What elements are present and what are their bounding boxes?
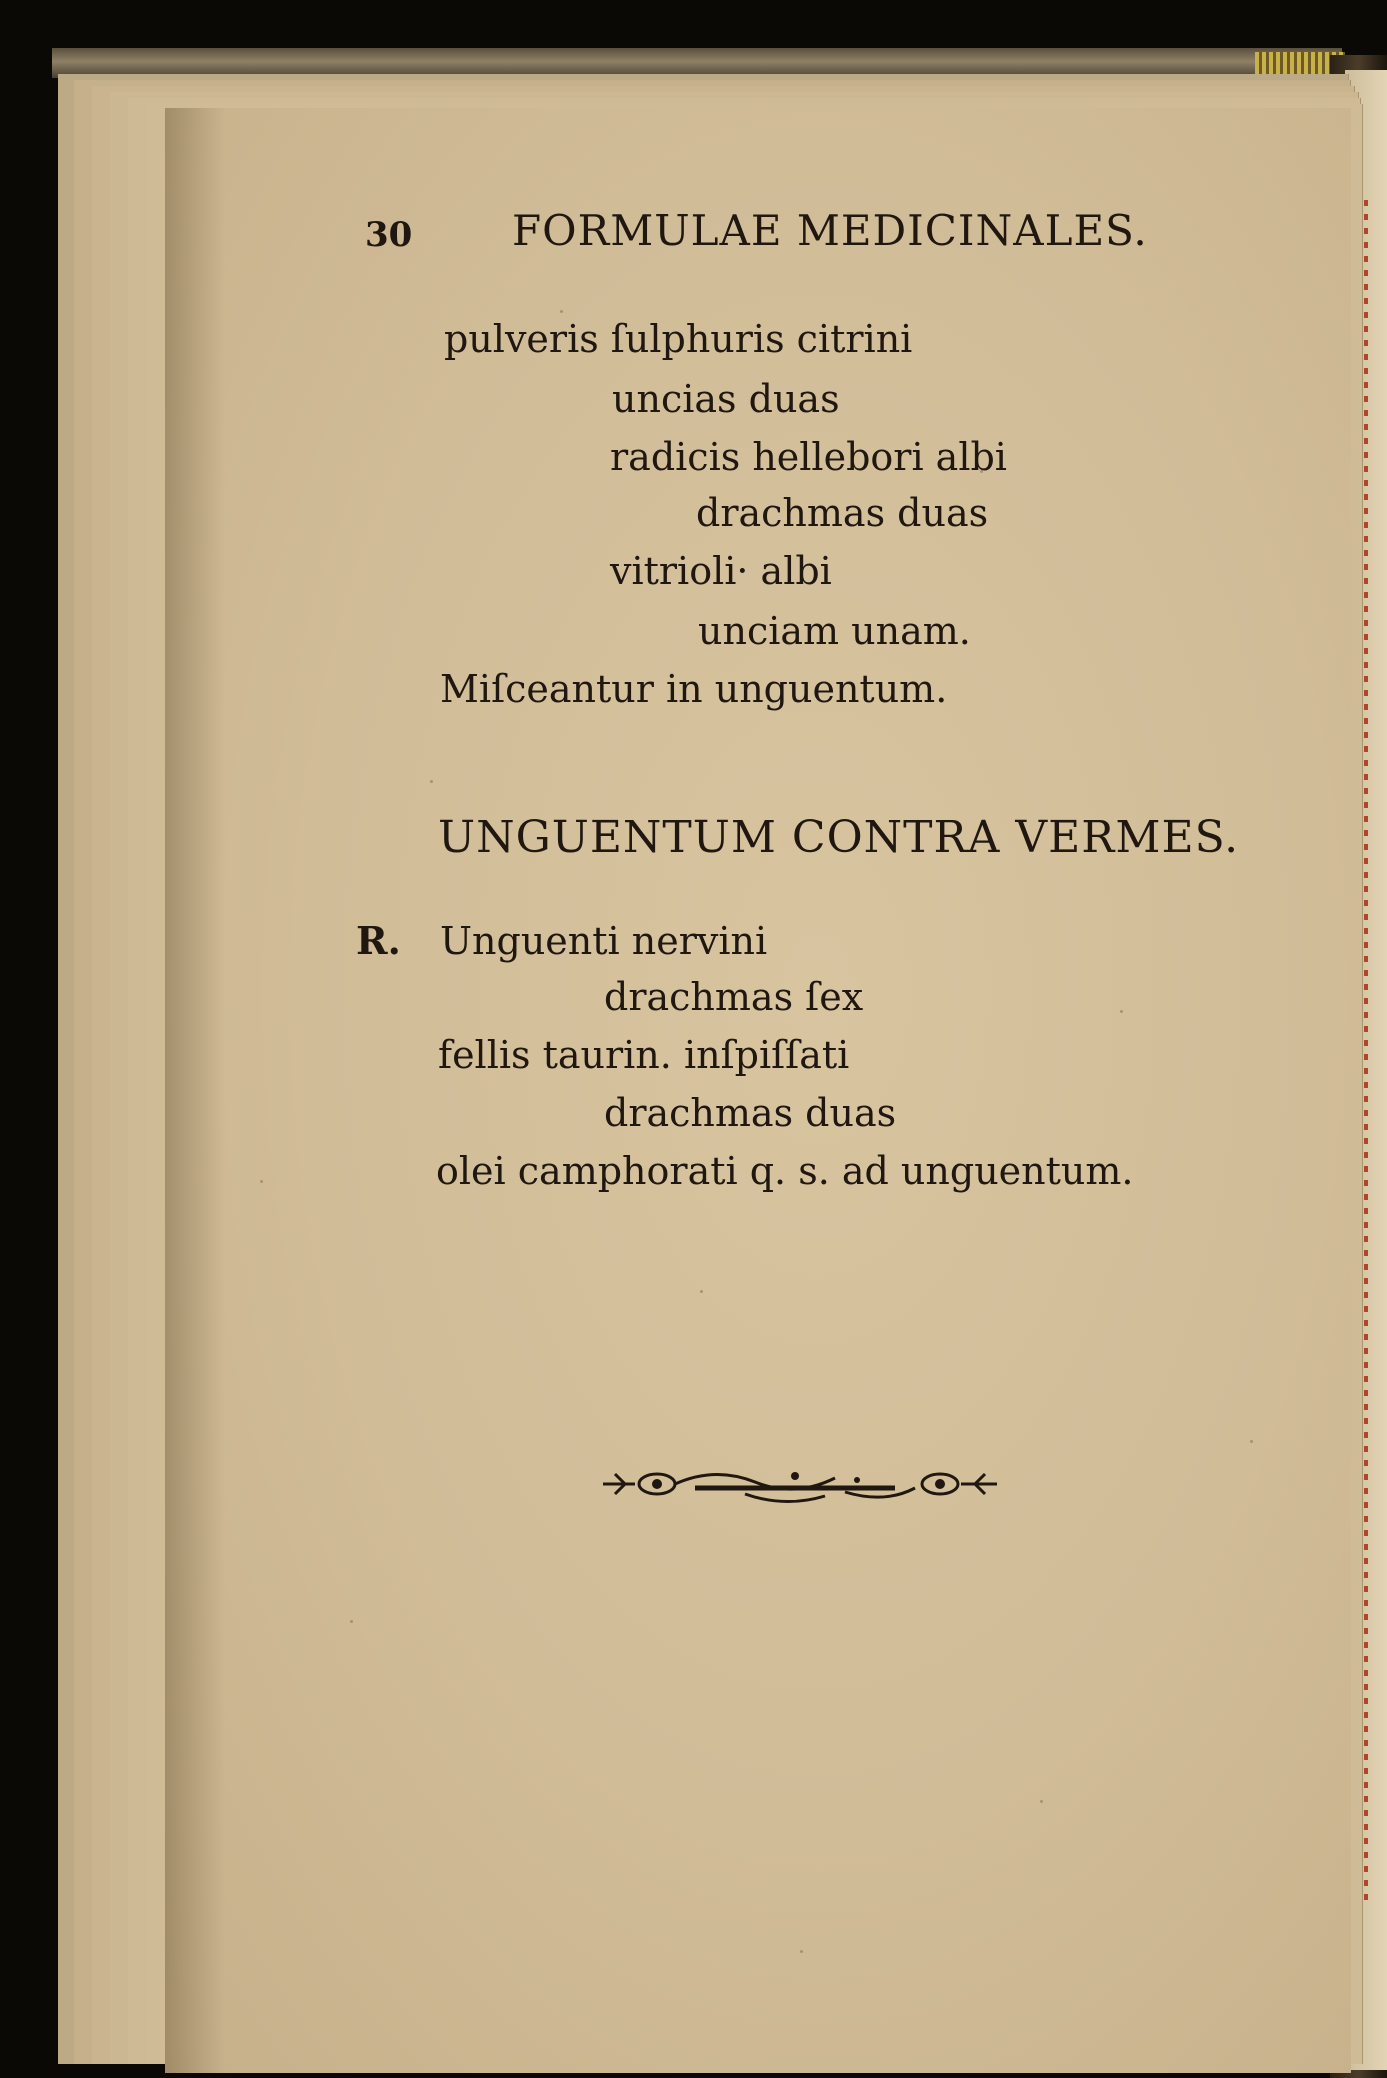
page-number: 30 <box>365 215 413 255</box>
paper-speck <box>1120 1010 1123 1013</box>
running-title: FORMULAE MEDICINALES. <box>512 206 1148 255</box>
paper-speck <box>1250 1440 1253 1443</box>
recipe-line: unciam unam. <box>698 609 971 653</box>
recipe-line: Unguenti nervini <box>440 919 768 963</box>
recipe-line: drachmas ſex <box>604 975 864 1019</box>
paper-speck <box>350 1620 353 1623</box>
recipe-line: vitrioli· albi <box>610 549 832 593</box>
recipe-line: drachmas duas <box>696 491 989 535</box>
recipe-line: drachmas duas <box>604 1091 897 1135</box>
paper-speck <box>430 780 433 783</box>
paper-speck <box>260 1180 263 1183</box>
recipe-line: fellis taurin. inſpiſſati <box>438 1033 850 1077</box>
recipe-line: Miſceantur in unguentum. <box>440 667 948 711</box>
fleuron-ornament <box>595 1458 1005 1510</box>
paper-speck <box>700 1290 703 1293</box>
recipe-line: radicis hellebori albi <box>610 435 1007 479</box>
recipe-line: pulveris ſulphuris citrini <box>444 317 913 361</box>
section-heading: UNGUENTUM CONTRA VERMES. <box>438 812 1240 863</box>
recipe-line: uncias duas <box>612 377 840 421</box>
gutter-shadow <box>165 108 225 2073</box>
paper-speck <box>1040 1800 1043 1803</box>
recipe-line: olei camphorati q. s. ad unguentum. <box>436 1149 1134 1193</box>
paper-speck <box>560 310 563 313</box>
paper-speck <box>800 1950 803 1953</box>
red-page-edge <box>1364 200 1368 1900</box>
recipe-marker: R. <box>356 918 401 963</box>
